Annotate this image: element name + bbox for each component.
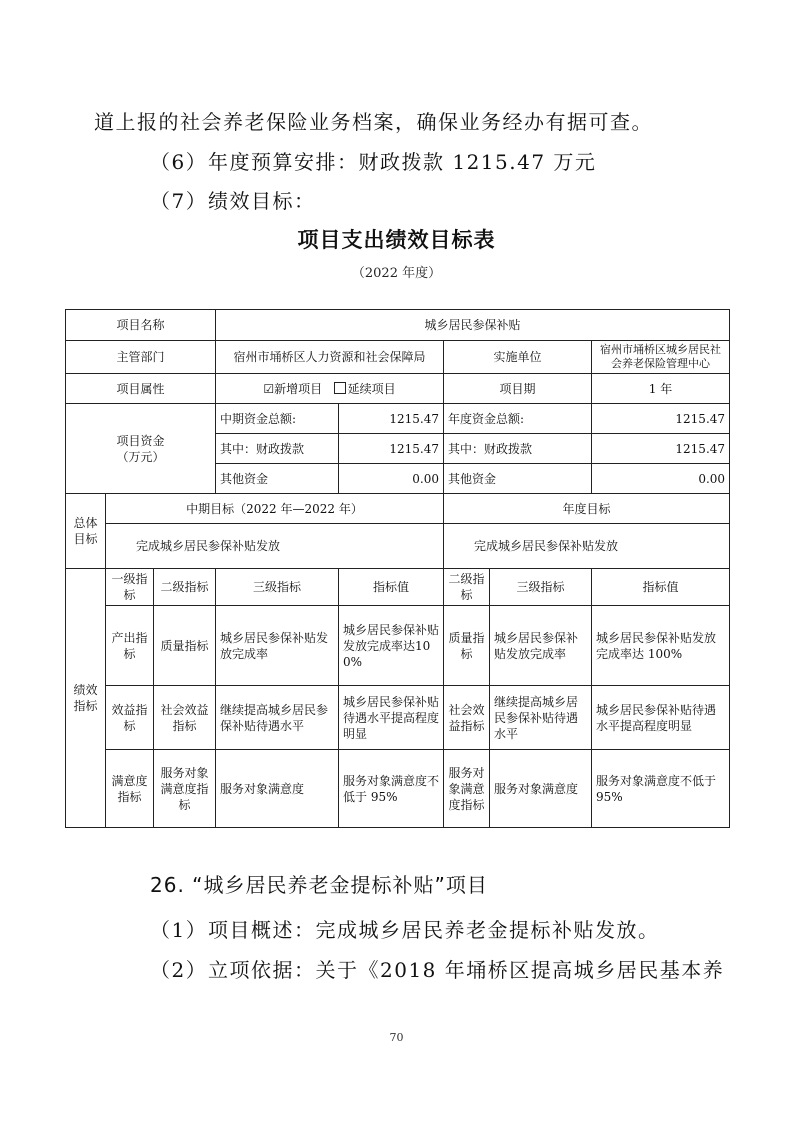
table-year: （2022 年度） [351, 266, 442, 281]
year-total-label: 年度资金总额: [444, 404, 592, 434]
annual-level3-cell: 城乡居民参保补贴发放完成率 [490, 606, 592, 686]
value-cell: 城乡居民参保补贴发放完成率达100% [339, 606, 444, 686]
value-header: 指标值 [339, 569, 444, 606]
value-cell: 城乡居民参保补贴待遇水平提高程度明显 [339, 686, 444, 750]
midterm-target-value: 完成城乡居民参保补贴发放 [106, 524, 444, 569]
overall-target-label: 总体目标 [66, 494, 106, 569]
table-row [66, 750, 730, 828]
annual-level3-header: 三级指标 [490, 569, 592, 606]
executor-label: 实施单位 [444, 341, 592, 374]
annual-value-header: 指标值 [592, 569, 730, 606]
department-label: 主管部门 [66, 341, 216, 374]
level1-header: 一级指标 [106, 569, 154, 606]
target-item [150, 188, 316, 214]
annual-target-header: 年度目标 [444, 494, 730, 524]
attr-new-label: 新增项目 [274, 381, 323, 396]
checked-box-icon: ☑ [263, 381, 275, 396]
level2-cell: 质量指标 [154, 606, 216, 686]
midterm-target-header: 中期目标（2022 年—2022 年） [106, 494, 444, 524]
overview-item-text: 项目概述：完成城乡居民养老金提标补贴发放。 [208, 918, 660, 942]
level2-cell: 社会效益指标 [154, 686, 216, 750]
table-row [66, 606, 730, 686]
mid-fiscal-value: 1215.47 [339, 434, 444, 464]
level3-cell: 城乡居民参保补贴发放完成率 [216, 606, 339, 686]
performance-indicator-label: 绩效指标 [66, 569, 106, 828]
level3-cell: 继续提高城乡居民参保补贴待遇水平 [216, 686, 339, 750]
basis-item [150, 957, 724, 983]
period-label: 项目期 [444, 374, 592, 404]
annual-value-cell: 服务对象满意度不低于 95% [592, 750, 730, 828]
target-item-text: 绩效目标： [208, 189, 316, 213]
year-fiscal-value: 1215.47 [592, 434, 730, 464]
performance-target-table [65, 309, 730, 828]
project-name-value: 城乡居民参保补贴 [216, 310, 730, 341]
target-item-number: （7） [150, 189, 208, 213]
table-title: 项目支出绩效目标表 [297, 228, 496, 252]
level1-cell: 产出指标 [106, 606, 154, 686]
level2-cell: 服务对象满意度指标 [154, 750, 216, 828]
mid-total-label: 中期资金总额: [216, 404, 339, 434]
basis-item-text: 立项依据：关于《2018 年埇桥区提高城乡居民基本养 [208, 958, 725, 982]
attr-continue-label: 延续项目 [347, 381, 396, 396]
level1-cell: 满意度指标 [106, 750, 154, 828]
period-value: 1 年 [592, 374, 730, 404]
department-value: 宿州市埇桥区人力资源和社会保障局 [216, 341, 444, 374]
level2-header: 二级指标 [154, 569, 216, 606]
year-fiscal-label: 其中：财政拨款 [444, 434, 592, 464]
year-total-value: 1215.47 [592, 404, 730, 434]
attribute-options [216, 374, 444, 404]
annual-level2-cell: 服务对象满意度指标 [444, 750, 490, 828]
annual-level3-cell: 继续提高城乡居民参保补贴待遇水平 [490, 686, 592, 750]
intro-paragraph-line: 道上报的社会养老保险业务档案，确保业务经办有据可查。 [94, 110, 653, 134]
mid-other-value: 0.00 [339, 464, 444, 494]
annual-level2-cell: 质量指标 [444, 606, 490, 686]
annual-level2-cell: 社会效益指标 [444, 686, 490, 750]
attribute-label: 项目属性 [66, 374, 216, 404]
year-other-value: 0.00 [592, 464, 730, 494]
mid-fiscal-label: 其中：财政拨款 [216, 434, 339, 464]
mid-total-value: 1215.47 [339, 404, 444, 434]
project-name-label: 项目名称 [66, 310, 216, 341]
page-number: 70 [389, 1031, 404, 1044]
budget-item [150, 149, 596, 175]
overview-item-number: （1） [150, 918, 208, 942]
annual-value-cell: 城乡居民参保补贴发放完成率达 100% [592, 606, 730, 686]
budget-item-number: （6） [150, 150, 208, 174]
level3-header: 三级指标 [216, 569, 339, 606]
table-row [66, 686, 730, 750]
annual-value-cell: 城乡居民参保补贴待遇水平提高程度明显 [592, 686, 730, 750]
executor-value: 宿州市埇桥区城乡居民社会养老保险管理中心 [592, 341, 730, 374]
section-heading: 26. “城乡居民养老金提标补贴”项目 [150, 873, 488, 897]
year-other-label: 其他资金 [444, 464, 592, 494]
annual-level3-cell: 服务对象满意度 [490, 750, 592, 828]
funds-label: 项目资金 （万元） [66, 404, 216, 494]
annual-target-value: 完成城乡居民参保补贴发放 [444, 524, 730, 569]
mid-other-label: 其他资金 [216, 464, 339, 494]
level1-cell: 效益指标 [106, 686, 154, 750]
level3-cell: 服务对象满意度 [216, 750, 339, 828]
budget-item-text: 年度预算安排：财政拨款 1215.47 万元 [208, 150, 597, 174]
annual-level2-header: 二级指标 [444, 569, 490, 606]
value-cell: 服务对象满意度不低于 95% [339, 750, 444, 828]
unchecked-box-icon [334, 382, 346, 394]
basis-item-number: （2） [150, 958, 208, 982]
overview-item [150, 917, 660, 943]
